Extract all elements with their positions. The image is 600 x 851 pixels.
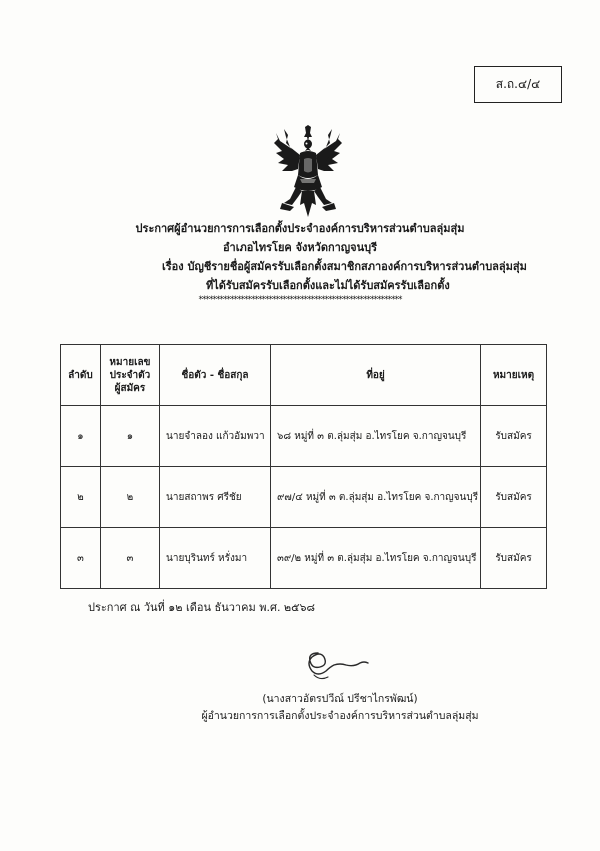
cell-seq: ๓ xyxy=(61,528,101,589)
header-number-line-3: ผู้สมัคร xyxy=(114,382,146,394)
heading-subject: เรื่อง บัญชีรายชื่อผู้สมัครรับเลือกตั้งสมาชิกสภาองค์การบริหารส่วนตำบลลุ่มสุ่ม xyxy=(162,260,527,273)
cell-seq: ๑ xyxy=(61,406,101,467)
table-row xyxy=(61,467,547,528)
table-row xyxy=(61,406,547,467)
garuda-emblem-icon xyxy=(272,125,344,217)
cell-name: นายบุรินทร์ หรั่งมา xyxy=(160,528,271,589)
signer-name: (นางสาวอัตรปวีณ์ ปรีชาไกรพัฒน์) xyxy=(262,693,418,705)
table-header-row xyxy=(61,345,547,406)
cell-remark: รับสมัคร xyxy=(481,528,547,589)
header-address: ที่อยู่ xyxy=(270,345,480,406)
heading-line-4: ที่ได้รับสมัครรับเลือกตั้งและไม่ได้รับสมัครรับเลือกตั้ง xyxy=(206,279,450,292)
candidate-table xyxy=(60,344,547,589)
cell-name: นายจำลอง แก้วอัมพวา xyxy=(160,406,271,467)
header-number-line-1: หมายเลข xyxy=(109,356,151,368)
cell-number: ๑ xyxy=(100,406,159,467)
form-code: ส.ถ.๔/๔ xyxy=(495,77,541,91)
cell-number: ๓ xyxy=(100,528,159,589)
header-remark: หมายเหตุ xyxy=(481,345,547,406)
cell-address: ๓๙/๒ หมู่ที่ ๓ ต.ลุ่มสุ่ม อ.ไทรโยค จ.กาญจนบุรี xyxy=(270,528,480,589)
header-seq: ลำดับ xyxy=(61,345,101,406)
form-code-box xyxy=(474,66,562,103)
cell-address: ๖๘ หมู่ที่ ๓ ต.ลุ่มสุ่ม อ.ไทรโยค จ.กาญจนบุรี xyxy=(270,406,480,467)
header-name: ชื่อตัว - ชื่อสกุล xyxy=(160,345,271,406)
announcement-date: ประกาศ ณ วันที่ ๑๒ เดือน ธันวาคม พ.ศ. ๒๕๖๘ xyxy=(88,601,315,614)
table-row xyxy=(61,528,547,589)
cell-remark: รับสมัคร xyxy=(481,467,547,528)
heading-line-2: อำเภอไทรโยค จังหวัดกาญจนบุรี xyxy=(222,241,378,254)
handwritten-signature xyxy=(298,647,370,685)
heading-line-1: ประกาศผู้อำนวยการการเลือกตั้งประจำองค์การบริหารส่วนตำบลลุ่มสุ่ม xyxy=(135,222,465,235)
signer-title: ผู้อำนวยการการเลือกตั้งประจำองค์การบริหารส่วนตำบลลุ่มสุ่ม xyxy=(201,710,479,722)
cell-name: นายสถาพร ศรีชัย xyxy=(160,467,271,528)
heading-separator: ********************************************************** xyxy=(198,295,402,305)
cell-address: ๙๗/๔ หมู่ที่ ๓ ต.ลุ่มสุ่ม อ.ไทรโยค จ.กาญจนบุรี xyxy=(270,467,480,528)
header-candidate-number xyxy=(100,345,159,406)
cell-number: ๒ xyxy=(100,467,159,528)
announcement-heading xyxy=(0,219,600,305)
cell-seq: ๒ xyxy=(61,467,101,528)
cell-remark: รับสมัคร xyxy=(481,406,547,467)
header-number-line-2: ประจำตัว xyxy=(109,369,151,381)
